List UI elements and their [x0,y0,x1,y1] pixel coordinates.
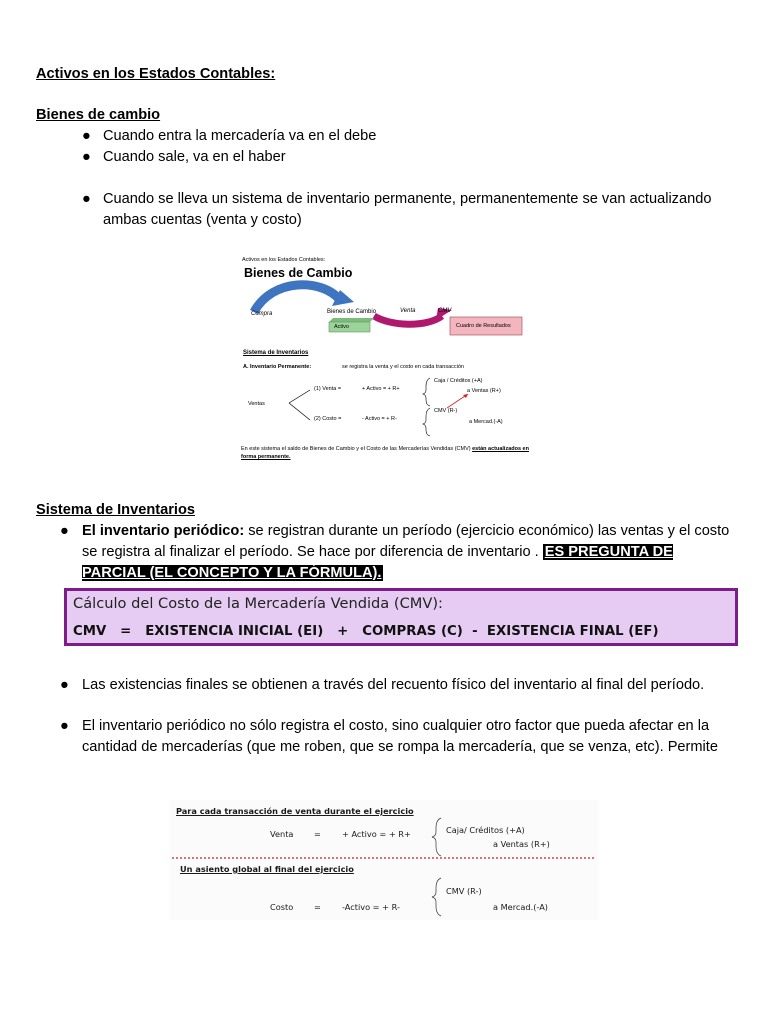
a-mercad-label: a Mercad.(-A) [469,419,503,425]
asientos-diagram [170,800,598,920]
diagram-arrows [232,250,538,472]
list-item: ● Cuando se lleva un sistema de inventario permanente, permanentemente se van actualizando ambas cuentas (venta y costo) [82,191,712,228]
cmv-formula: CMV = EXISTENCIA INICIAL (EI) + COMPRAS (C) - EXISTENCIA FINAL (EF) [73,624,659,639]
cmv-r-label: CMV (R-) [446,886,482,896]
asiento-transaccion-heading: Para cada transacción de venta durante el ejercicio [176,806,414,816]
costo-eq: -Activo = + R- [342,902,400,912]
sistema-inventarios-label: Sistema de Inventarios [243,350,309,356]
diagram-small-title: Activos en los Estados Contables: [242,257,326,263]
costo-line-eq: - Activo = + R- [362,416,397,422]
compra-label: Compra [251,311,273,317]
caja-label: Caja/ Créditos (+A) [446,825,525,835]
page-title: Activos en los Estados Contables: [36,66,276,82]
bullet-icon: ● [82,149,91,165]
bullet-icon: ● [82,128,91,144]
bullet-icon: ● [60,677,69,693]
inventario-permanente-desc: se registra la venta y el costo en cada transacción [342,364,464,370]
asiento-global-heading: Un asiento global al final del ejercicio [180,864,354,874]
list-item: ● El inventario periódico: se registran durante un período (ejercicio económico) las ventas y el costo se registra al finalizar el período. Se hace por diferencia de inventario . ES PREGUNTA DE PARCIAL (EL CONCEPTO Y LA FÓRMULA). [60,523,730,581]
diagram-title: Bienes de Cambio [244,266,353,280]
list-item: ● Cuando entra la mercadería va en el debe [82,126,744,147]
section-heading-bienes: Bienes de cambio [36,107,161,123]
a-mercad-label: a Mercad.(-A) [493,902,548,912]
equals-sign: = [314,829,321,839]
equals-sign: = [314,902,321,912]
activo-label: Activo [334,324,349,330]
a-ventas-label: a Ventas (R+) [493,839,550,849]
ventas-label: Ventas [248,401,265,407]
list-item: ● Las existencias finales se obtienen a través del recuento físico del inventario al final del período. [82,675,744,696]
cmv-label: CMV [438,308,452,314]
cuadro-resultados-label: Cuadro de Resultados [456,323,511,329]
inventario-permanente-label: A. Inventario Permanente: [243,364,312,370]
venta-eq: + Activo = + R+ [342,829,411,839]
venta-line-eq: + Activo = + R+ [362,386,400,392]
bullet-icon: ● [82,191,91,207]
costo-label: Costo [270,902,294,912]
a-ventas-label: a Ventas (R+) [467,388,501,394]
list-item: ● Cuando sale, va en el haber [82,147,744,168]
bienes-de-cambio-diagram [232,250,538,472]
section-heading-sistema: Sistema de Inventarios [36,502,195,518]
venta-label: Venta [400,308,416,314]
costo-line-label: (2) Costo = [314,416,342,422]
diagram-note: En este sistema el saldo de Bienes de Cambio y el Costo de las Mercaderías Vendidas (CMV) están actualizados en forma permanente. [241,446,529,460]
cmv-r-label: CMV (R-) [434,408,458,414]
venta-label: Venta [270,829,294,839]
cmv-formula-box [64,588,738,646]
exam-highlight: ES PREGUNTA DE PARCIAL (EL CONCEPTO Y LA FÓRMULA). [82,544,673,581]
caja-label: Caja / Créditos (+A) [434,378,483,384]
bienes-de-cambio-label: Bienes de Cambio [327,309,377,315]
venta-line-label: (1) Venta = [314,386,342,392]
cmv-box-title: Cálculo del Costo de la Mercadería Vendida (CMV): [73,595,443,612]
bullet-icon: ● [60,523,69,539]
bullet-icon: ● [60,718,69,734]
list-item: ● El inventario periódico no sólo registra el costo, sino cualquier otro factor que pueda afectar en la cantidad de mercaderías (que me roben, que se rompa la mercadería, que se venza, etc). Permite [60,718,718,755]
